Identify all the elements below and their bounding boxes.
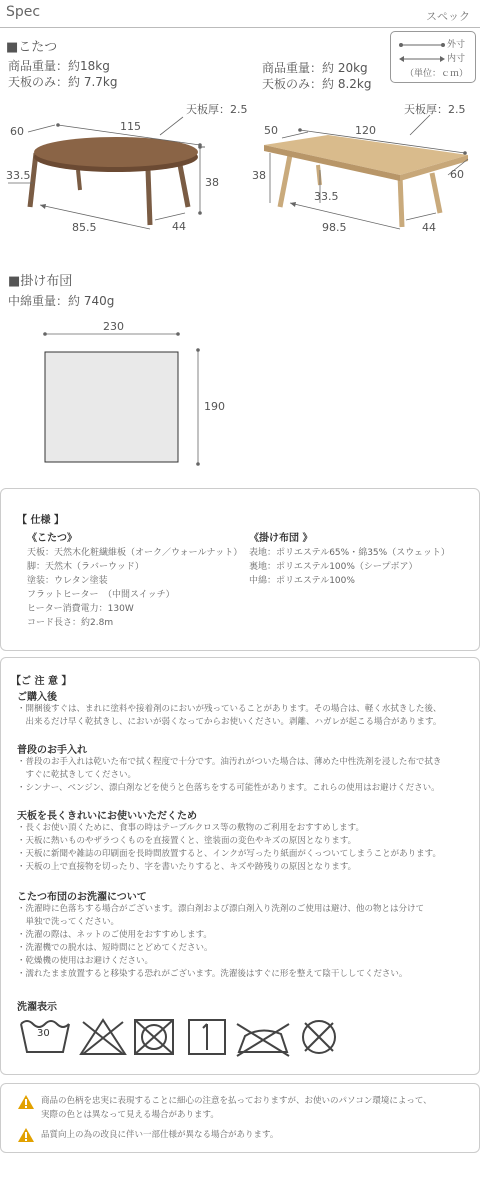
- left-height-label: 38: [205, 176, 219, 189]
- notes-head: 天板を長くきれいにお使いいただくため: [17, 811, 197, 822]
- spec-kotatsu-line: コード長さ：約2.8m: [27, 618, 114, 628]
- futon-title: ■掛け布団: [8, 274, 73, 289]
- spec-kotatsu-head: 《こたつ》: [27, 533, 77, 544]
- spec-futon-line: 裏地：ポリエステル100%（シープボア）: [249, 562, 418, 572]
- right-leg-height-label: 33.5: [314, 190, 339, 203]
- notes-line: ・洗濯の際は、ネットのご使用をおすすめします。: [17, 930, 212, 940]
- notes-line: 出来るだけ早く乾拭きし、においが弱くなってからお使いください。剥離、ハガレが起こる場合があります。: [17, 717, 442, 727]
- right-height-label: 38: [252, 169, 266, 182]
- spec-futon-head: 《掛け布団 》: [249, 533, 313, 544]
- footer-line: 商品の色柄を忠実に表現することに細心の注意を払っておりますが、お使いのパソコン環境によって、: [41, 1096, 432, 1106]
- left-thickness-label: 天板厚：2.5: [186, 103, 248, 116]
- notes-line: ・天板の上で直接物を切ったり、字を書いたりすると、キズや跡残りの原因となります。: [17, 862, 357, 872]
- notes-line: すぐに乾拭きしてください。: [17, 770, 137, 780]
- notes-line: ・長くお使い頂くために、食事の時はテーブルクロス等の敷物のご利用をおすすめします。: [17, 823, 364, 833]
- notes-line: ・乾燥機の使用はお避けください。: [17, 956, 154, 966]
- notes-line: ・洗濯機での脱水は、短時間にとどめてください。: [17, 943, 213, 953]
- spec-futon-line: 中綿：ポリエステル100%: [249, 576, 355, 586]
- notes-line: 単独で洗ってください。: [17, 917, 120, 927]
- spec-kotatsu-line: ヒーター消費電力：130W: [27, 604, 134, 614]
- header-subtitle: スペック: [426, 10, 470, 23]
- footer-line: 品質向上の為の改良に伴い一部仕様が異なる場合があります。: [41, 1130, 279, 1140]
- left-inner-width-label: 85.5: [72, 221, 97, 234]
- footer-line: 実際の色とは異なって見える場合があります。: [41, 1110, 219, 1120]
- header-title: Spec: [6, 4, 41, 20]
- right-inner-depth-label: 44: [422, 221, 436, 234]
- left-top-weight: 天板のみ：約 7.7kg: [8, 75, 118, 89]
- right-top-weight: 天板のみ：約 8.2kg: [262, 77, 372, 91]
- no-tumble-dry-icon: [135, 1020, 173, 1054]
- spec-kotatsu-line: 脚：天然木（ラバーウッド）: [27, 562, 144, 572]
- notes-line: ・シンナー、ベンジン、漂白剤などを使うと色落ちをする可能性があります。これらの使用はお避けください。: [17, 783, 440, 793]
- notes-head: ご購入後: [17, 692, 57, 703]
- notes-head: こたつ布団のお洗濯について: [17, 892, 147, 903]
- spec-title: 【 仕様 】: [17, 515, 64, 526]
- notes-line: ・濡れたまま放置すると移染する恐れがございます。洗濯後はすぐに形を整えて陰干ししてください。: [17, 969, 408, 979]
- futon-weight: 中綿重量：約 740g: [8, 294, 115, 308]
- no-bleach-icon: [81, 1020, 125, 1054]
- notes-sec-2: [17, 807, 441, 874]
- notes-box: [0, 657, 480, 1075]
- legend-inner: 内寸: [447, 54, 466, 64]
- kotatsu-title: ■こたつ: [6, 40, 58, 55]
- no-dryclean-icon: [303, 1021, 335, 1053]
- notes-line: ・開梱後すぐは、まれに塗料や接着剤のにおいが残っていることがあります。その場合は、軽く水拭きした後、: [17, 704, 442, 714]
- legend-outer: 外寸: [447, 40, 466, 50]
- spec-futon-line: 表地：ポリエステル65%・綿35%（スウェット）: [249, 548, 450, 558]
- warning-icon: [17, 1127, 35, 1143]
- notes-sec-0: [17, 688, 441, 729]
- footer-box: [0, 1083, 480, 1153]
- legend-arrows-icon: [399, 39, 445, 65]
- drip-dry-icon: [189, 1020, 225, 1054]
- wash-temp: 30: [37, 1028, 50, 1039]
- right-depth-label: 50: [264, 124, 278, 137]
- right-weight: 商品重量：約 20kg: [262, 61, 368, 75]
- notes-line: ・天板に熱いものやザラつくものを直接置くと、塗装面の変色やキズの原因となります。: [17, 836, 357, 846]
- notes-line: ・天板に新聞や雑誌の印刷面を長時間放置すると、インクが写ったり紙面がくっついてしまうことがあります。: [17, 849, 441, 859]
- no-iron-icon: [237, 1024, 289, 1056]
- wash-icons: [17, 1014, 347, 1060]
- notes-sec-1: [17, 741, 441, 795]
- spec-kotatsu-list: [27, 546, 242, 630]
- futon-height-label: 190: [204, 400, 225, 413]
- notes-sec-3: [17, 888, 424, 981]
- right-depth2-label: 60: [450, 168, 464, 181]
- spec-box: [0, 488, 480, 651]
- notes-title: 【ご 注 意 】: [11, 676, 72, 687]
- wash-head: 洗濯表示: [17, 1002, 57, 1013]
- notes-line: ・洗濯時に色落ちする場合がございます。漂白剤および漂白剤入り洗剤のご使用は避け、他の物とは分けて: [17, 904, 424, 914]
- dimension-legend: [390, 31, 476, 83]
- notes-head: 普段のお手入れ: [17, 745, 87, 756]
- left-leg-height-label: 33.5: [6, 169, 31, 182]
- legend-unit: （単位：ｃｍ）: [405, 69, 469, 79]
- right-thickness-label: 天板厚：2.5: [404, 103, 466, 116]
- footer-note-2: [41, 1128, 278, 1142]
- notes-line: ・普段のお手入れは乾いた布で拭く程度で十分です。油汚れがついた場合は、薄めた中性洗剤を浸した布で拭き: [17, 757, 442, 767]
- left-inner-depth-label: 44: [172, 220, 186, 233]
- spec-kotatsu-line: 塗装：ウレタン塗装: [27, 576, 108, 586]
- left-width-label: 115: [120, 120, 141, 133]
- left-weight: 商品重量：約18kg: [8, 59, 110, 73]
- right-inner-width-label: 98.5: [322, 221, 347, 234]
- page-header: [0, 0, 480, 28]
- footer-note-1: [41, 1094, 432, 1122]
- spec-kotatsu-line: フラットヒーター （中間スイッチ）: [27, 590, 175, 600]
- futon-drawing: [38, 330, 208, 470]
- right-width-label: 120: [355, 124, 376, 137]
- spec-futon-list: [249, 546, 450, 588]
- futon-width-label: 230: [103, 320, 124, 333]
- warning-icon: [17, 1094, 35, 1110]
- spec-kotatsu-line: 天板：天然木化粧繊維板（オーク／ウォールナット）: [27, 548, 243, 558]
- left-depth-label: 60: [10, 125, 24, 138]
